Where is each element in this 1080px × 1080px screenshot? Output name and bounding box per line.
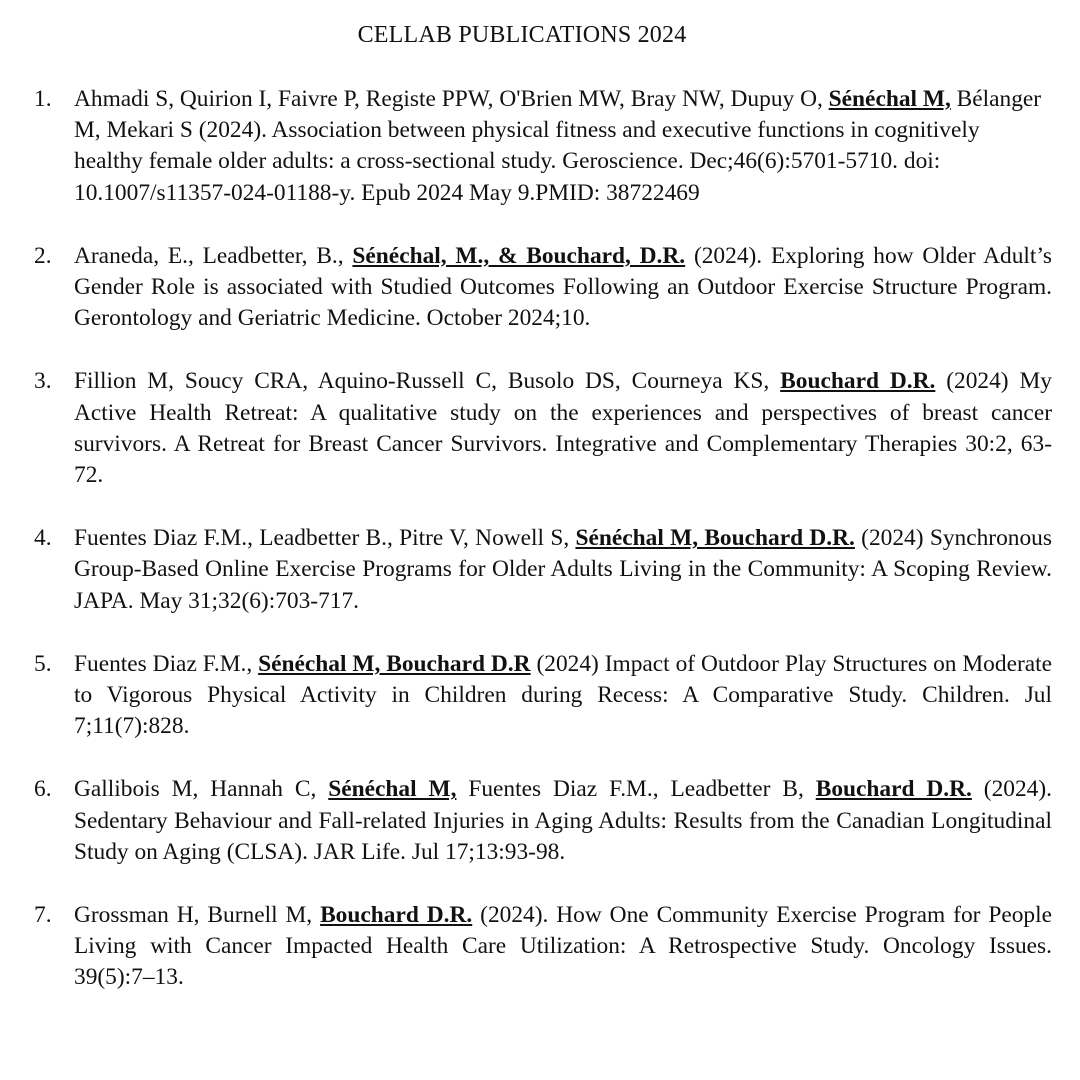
lab-author-highlight: Sénéchal M, bbox=[328, 776, 457, 803]
citation-text: Fillion M, Soucy CRA, Aquino-Russell C, Busolo DS, Courneya KS, bbox=[74, 368, 781, 395]
publication-number: 6. bbox=[34, 776, 52, 803]
publication-number: 5. bbox=[34, 650, 52, 677]
lab-author-highlight: Sénéchal M, bbox=[828, 86, 951, 112]
publication-item bbox=[0, 523, 1052, 617]
citation-text: (2024). How One Community Exercise Program for People Living with Cancer Impacted Health Care Utilization: A Retrospective Study. Oncology Issues. 39(5):7–13. bbox=[74, 902, 1053, 991]
lab-author-highlight: Bouchard D.R. bbox=[320, 902, 473, 929]
citation-text: Fuentes Diaz F.M., bbox=[74, 650, 259, 677]
citation-text: (2024) Impact of Outdoor Play Structures on Moderate to Vigorous Physical Activity in Children during Recess: A Comparative Study. Children. Jul 7;11(7):828. bbox=[74, 650, 1053, 740]
publication-citation bbox=[74, 900, 1052, 994]
citation-text: (2024). Exploring how Older Adult’s Gender Role is associated with Studied Outcomes Following an Outdoor Exercise Structure Program. Gerontology and Geriatric Medicine. October 2024;10. bbox=[74, 242, 1052, 332]
citation-text: Gallibois M, Hannah C, bbox=[74, 776, 329, 803]
citation-text: Ahmadi S, Quirion I, Faivre P, Registe PPW, O'Brien MW, Bray NW, Dupuy O, bbox=[74, 86, 829, 112]
publication-number: 4. bbox=[34, 525, 52, 552]
publication-number: 7. bbox=[34, 902, 52, 929]
citation-text: Bélanger M, Mekari S (2024). Association between physical fitness and executive functions in cognitively healthy female older adults: a cross-sectional study. Geroscience. Dec;46(6):5701-5710. doi: 10.1007/s11357-024-01188-y. Epub 2024 May 9.PMID: 38722469 bbox=[74, 86, 1042, 206]
publication-citation bbox=[74, 366, 1052, 491]
lab-author-highlight: Bouchard D.R. bbox=[815, 776, 972, 803]
citation-text: Fuentes Diaz F.M., Leadbetter B., Pitre V, Nowell S, bbox=[74, 525, 576, 552]
citation-text: Fuentes Diaz F.M., Leadbetter B, bbox=[456, 776, 816, 803]
lab-author-highlight: Sénéchal M, Bouchard D.R. bbox=[575, 525, 855, 552]
publication-list bbox=[0, 84, 1080, 1026]
citation-text: (2024) Synchronous Group-Based Online Exercise Programs for Older Adults Living in the Community: A Scoping Review. JAPA. May 31;32(6):703-717. bbox=[74, 525, 1052, 614]
document-title: CELLAB PUBLICATIONS 2024 bbox=[357, 22, 687, 48]
lab-author-highlight: Sénéchal, M., & Bouchard, D.R. bbox=[352, 242, 686, 269]
publication-item bbox=[0, 774, 1052, 868]
publication-number: 2. bbox=[34, 242, 52, 269]
publication-item bbox=[0, 84, 1052, 209]
publication-item bbox=[0, 900, 1052, 994]
publication-citation bbox=[74, 84, 1052, 209]
lab-author-highlight: Sénéchal M, Bouchard D.R bbox=[258, 650, 531, 677]
publication-item bbox=[0, 241, 1052, 335]
publication-number: 3. bbox=[34, 368, 52, 395]
publication-item bbox=[0, 649, 1052, 743]
citation-text: (2024) My Active Health Retreat: A qualitative study on the experiences and perspectives of breast cancer survivors. A Retreat for Breast Cancer Survivors. Integrative and Complementary Therapies 30:2, 63-72. bbox=[74, 368, 1052, 489]
publication-citation bbox=[74, 649, 1052, 743]
citation-text: (2024). Sedentary Behaviour and Fall-related Injuries in Aging Adults: Results from the Canadian Longitudinal Study on Aging (CLSA). JAR Life. Jul 17;13:93-98. bbox=[74, 776, 1053, 865]
citation-text: Araneda, E., Leadbetter, B., bbox=[74, 242, 353, 269]
citation-text: Grossman H, Burnell M, bbox=[74, 902, 321, 929]
publication-item bbox=[0, 366, 1052, 491]
lab-author-highlight: Bouchard D.R. bbox=[780, 368, 936, 395]
publication-citation bbox=[74, 241, 1052, 335]
publication-number: 1. bbox=[34, 86, 52, 112]
publication-citation bbox=[74, 774, 1052, 868]
publication-citation bbox=[74, 523, 1052, 617]
